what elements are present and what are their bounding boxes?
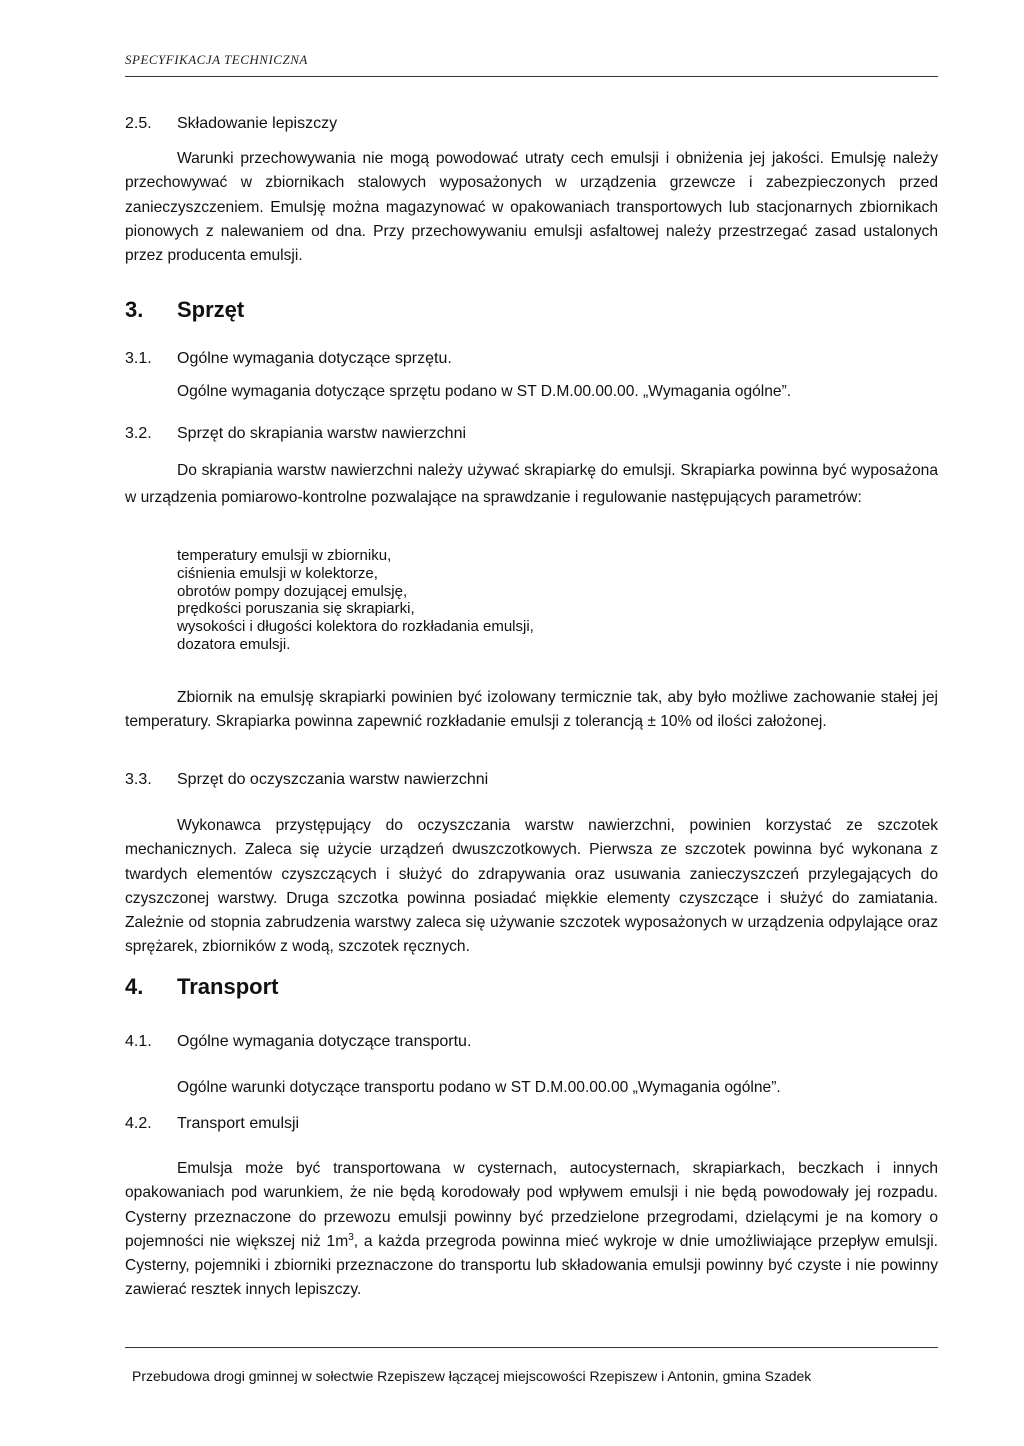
footer-divider xyxy=(125,1347,938,1348)
section-3-1-number: 3.1. xyxy=(125,350,152,367)
header-divider xyxy=(125,76,938,77)
section-3-3-paragraph: Wykonawca przystępujący do oczyszczania warstw nawierzchni, powinien korzystać ze szczotek mechanicznych. Zaleca się użycie urządzeń dwuszczotkowych. Pierwsza ze szczotek powinna być wykonana z twardych elementów czyszczących i służyć do zdrapywania oraz usuwania zanieczyszczeń przylegających do czyszczonej warstwy. Druga szczotka powinna posiadać miękkie elementy czyszczące i służyć do zamiatania. Zależnie od stopnia zabrudzenia warstwy zaleca się używanie szczotek wyposażonych w urządzenia odpylające oraz sprężarek, zbiorników z wodą, szczotek ręcznych. xyxy=(125,817,938,956)
list-item: ciśnienia emulsji w kolektorze, xyxy=(177,564,378,582)
list-item: obrotów pompy dozującej emulsję, xyxy=(177,582,408,600)
section-3-2-paragraph-1: Do skrapiania warstw nawierzchni należy używać skrapiarkę do emulsji. Skrapiarka powinna być wyposażona w urządzenia pomiarowo-kontrolne pozwalające na sprawdzanie i regulowanie następujących parametrów: xyxy=(125,462,938,506)
section-3-1-text: Ogólne wymagania dotyczące sprzętu podano w ST D.M.00.00.00. „Wymagania ogólne”. xyxy=(177,383,792,400)
section-4-2-paragraph xyxy=(125,1157,938,1303)
section-3-title: Sprzęt xyxy=(177,297,245,322)
section-4-number: 4. xyxy=(125,974,144,999)
list-item: prędkości poruszania się skrapiarki, xyxy=(177,600,415,618)
section-3-2-number: 3.2. xyxy=(125,425,152,442)
section-2-5-paragraph: Warunki przechowywania nie mogą powodować utraty cech emulsji i obniżenia jej jakości. Emulsję należy przechowywać w zbiornikach stalowych wyposażonych w urządzenia grzewcze i zabezpieczonych przed zanieczyszczeniem. Emulsję można magazynować w opakowaniach transportowych lub stacjonarnych zbiornikach pionowych z nalewaniem od dna. Przy przechowywaniu emulsji asfaltowej należy przestrzegać zasad ustalonych przez producenta emulsji. xyxy=(125,150,938,265)
section-3-number: 3. xyxy=(125,297,144,322)
list-item: wysokości i długości kolektora do rozkładania emulsji, xyxy=(177,618,534,636)
section-4-title: Transport xyxy=(177,974,279,999)
section-4-2-number: 4.2. xyxy=(125,1115,152,1132)
section-4-1-text: Ogólne warunki dotyczące transportu podano w ST D.M.00.00.00 „Wymagania ogólne”. xyxy=(177,1079,781,1096)
section-4-1-title: Ogólne wymagania dotyczące transportu. xyxy=(177,1033,472,1050)
footer-text: Przebudowa drogi gminnej w sołectwie Rzepiszew łączącej miejscowości Rzepiszew i Antonin, gmina Szadek xyxy=(132,1368,812,1384)
running-header: SPECYFIKACJA TECHNICZNA xyxy=(125,52,308,67)
section-4-2-title: Transport emulsji xyxy=(177,1115,300,1132)
section-3-3-title: Sprzęt do oczyszczania warstw nawierzchni xyxy=(177,771,489,788)
section-4-2-text-a: Emulsja może być transportowana w cysternach, autocysternach, skrapiarkach, beczkach i innych opakowaniach pod warunkiem, że nie będą korodowały pod wpływem emulsji i nie będą powodowały jej rozpadu. Cysterny przeznaczone do przewozu emulsji powinny być przedzielone przegrodami, dzielącymi je na komory o pojemności nie większej niż 1m xyxy=(125,1160,938,1250)
section-3-3-number: 3.3. xyxy=(125,771,152,788)
section-2-5-number: 2.5. xyxy=(125,115,152,132)
parameter-list xyxy=(177,547,534,654)
section-3-2-title: Sprzęt do skrapiania warstw nawierzchni xyxy=(177,425,467,442)
section-2-5-title: Składowanie lepiszczy xyxy=(177,115,338,132)
section-3-1-title: Ogólne wymagania dotyczące sprzętu. xyxy=(177,350,452,367)
section-3-2-paragraph-2: Zbiornik na emulsję skrapiarki powinien być izolowany termicznie tak, aby było możliwe zachowanie stałej jej temperatury. Skrapiarka powinna zapewnić rozkładanie emulsji z tolerancją ± 10% od ilości założonej. xyxy=(125,689,938,730)
list-item: dozatora emulsji. xyxy=(177,635,291,653)
list-item: temperatury emulsji w zbiorniku, xyxy=(177,547,392,564)
section-4-2-text-b: , a każda przegroda powinna mieć wykroje w dnie umożliwiające przepływ emulsji. Cysterny, pojemniki i zbiorniki przeznaczone do transportu lub składowania emulsji powinny być czyste i nie powinny zawierać resztek innych lepiszczy. xyxy=(125,1232,938,1299)
section-4-1-number: 4.1. xyxy=(125,1033,152,1050)
cubic-superscript: 3 xyxy=(348,1231,354,1243)
